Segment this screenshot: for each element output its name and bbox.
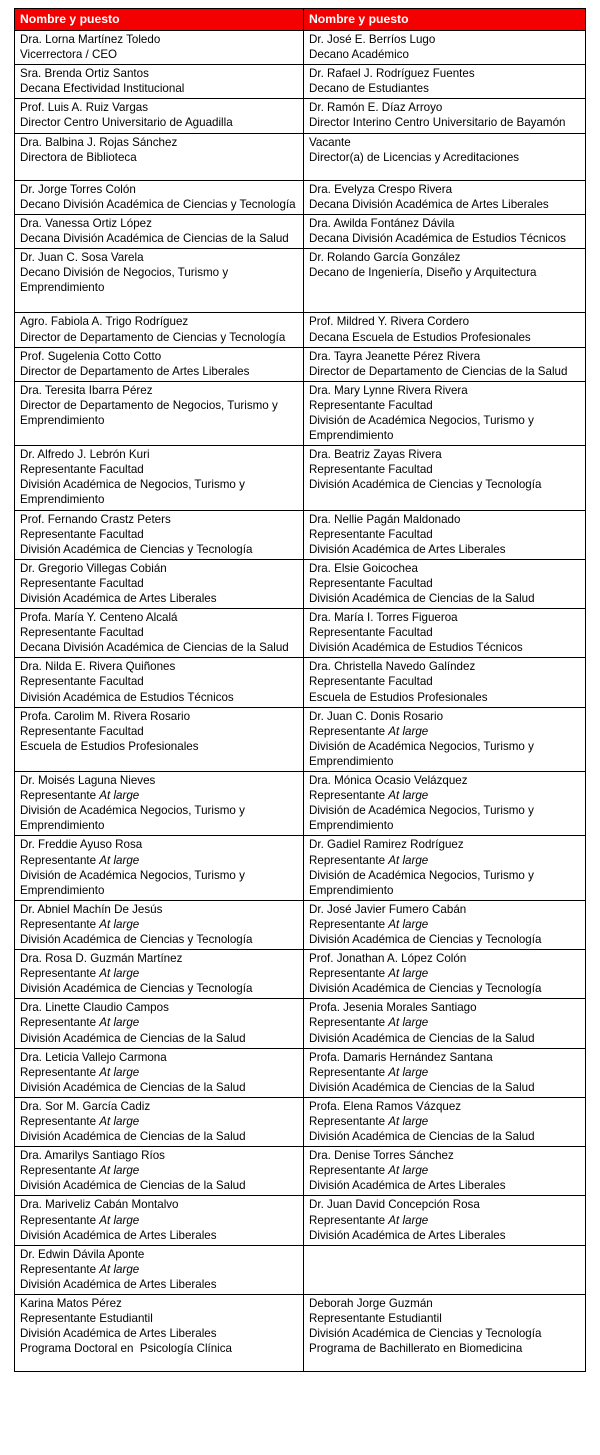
roster-cell-right — [304, 446, 586, 510]
roster-cell-right — [304, 133, 586, 180]
person-affiliation: División Académica de Artes Liberales — [309, 1179, 506, 1193]
roster-cell-left — [15, 1048, 304, 1097]
person-role: Representante At large — [20, 917, 140, 931]
person-affiliation: División Académica de Ciencias de la Salud — [309, 592, 535, 605]
person-role: Director de Departamento de Negocios, Turismo y Emprendimiento — [20, 398, 281, 427]
roster-cell-right — [304, 313, 586, 347]
roster-cell-right — [304, 772, 586, 836]
person-role: Representante At large — [309, 1164, 429, 1178]
person-affiliation: División de Académica Negocios, Turismo y Emprendimiento — [309, 413, 538, 443]
roster-cell-left — [15, 1097, 304, 1146]
person-role: Director de Departamento de Artes Liberales — [20, 364, 250, 378]
roster-cell-right — [304, 1097, 586, 1146]
table-row — [15, 133, 586, 180]
table-header-row — [15, 9, 586, 31]
person-affiliation: División Académica de Ciencias de la Salud — [20, 1130, 246, 1144]
roster-cell-right — [304, 249, 586, 313]
person-name: Dra. Sor M. García Cadiz — [20, 1099, 151, 1113]
person-name: Dr. Freddie Ayuso Rosa — [20, 838, 143, 852]
roster-cell-left — [15, 658, 304, 707]
person-role: Representante Facultad — [20, 463, 144, 477]
person-name: Dra. Evelyza Crespo Rivera — [309, 182, 453, 196]
person-affiliation: División Académica de Ciencias de la Salud — [20, 1080, 246, 1094]
person-role: Representante At large — [20, 853, 140, 867]
table-row — [15, 950, 586, 999]
roster-cell-left — [15, 347, 304, 381]
roster-cell-right — [304, 559, 586, 608]
person-name: Dr. Gregorio Villegas Cobián — [20, 561, 167, 575]
table-row — [15, 65, 586, 99]
table-row — [15, 658, 586, 707]
person-role: Representante At large — [309, 724, 429, 738]
person-role: Representante At large — [309, 917, 429, 931]
person-name: Dra. Nilda E. Rivera Quiñones — [20, 660, 176, 674]
person-name: Vacante — [309, 135, 351, 149]
table-row — [15, 347, 586, 381]
person-role: Representante Facultad — [309, 576, 433, 590]
person-name: Dr. José Javier Fumero Cabán — [309, 902, 467, 916]
column-header-right: Nombre y puesto — [304, 9, 586, 31]
person-role: Decano División de Negocios, Turismo y Emprendimiento — [20, 266, 232, 295]
person-name: Dra. Denise Torres Sánchez — [309, 1149, 454, 1163]
roster-table — [14, 8, 586, 1372]
roster-cell-left — [15, 707, 304, 771]
person-name: Dra. Mariveliz Cabán Montalvo — [20, 1198, 179, 1212]
person-role: Representante At large — [20, 1016, 140, 1030]
person-role: Representante At large — [20, 1164, 140, 1178]
person-role: Representante At large — [309, 1016, 429, 1030]
person-affiliation: División Académica de Artes Liberales — [20, 1327, 217, 1341]
person-affiliation: División Académica de Ciencias de la Salud — [20, 1179, 246, 1193]
person-affiliation: División Académica de Artes Liberales — [309, 542, 506, 556]
person-name: Profa. Elena Ramos Vázquez — [309, 1099, 462, 1113]
roster-cell-right — [304, 99, 586, 133]
table-header — [15, 9, 586, 31]
person-affiliation: División Académica de Artes Liberales — [20, 1277, 217, 1291]
roster-cell-left — [15, 1245, 304, 1294]
person-role: Representante At large — [309, 1213, 429, 1227]
person-name: Profa. Jesenia Morales Santiago — [309, 1001, 477, 1015]
person-name: Prof. Sugelenia Cotto Cotto — [20, 349, 162, 363]
roster-cell-right — [304, 836, 586, 900]
person-name: Dra. Mary Lynne Rivera Rivera — [309, 383, 468, 397]
table-row — [15, 1097, 586, 1146]
roster-cell-right — [304, 999, 586, 1048]
person-name: Dra. Nellie Pagán Maldonado — [309, 512, 461, 526]
person-role: Representante At large — [20, 1213, 140, 1227]
person-name: Dra. Leticia Vallejo Carmona — [20, 1050, 167, 1064]
roster-cell-right — [304, 31, 586, 65]
table-row — [15, 381, 586, 445]
person-name: Prof. Luis A. Ruiz Vargas — [20, 101, 149, 115]
person-affiliation: División Académica de Ciencias y Tecnología — [309, 982, 542, 996]
roster-cell-left — [15, 249, 304, 313]
person-role: Decana Escuela de Estudios Profesionales — [309, 330, 531, 344]
roster-cell-left — [15, 950, 304, 999]
roster-cell-left — [15, 446, 304, 510]
person-name: Prof. Mildred Y. Rivera Cordero — [309, 315, 470, 329]
person-affiliation: Programa de Bachillerato en Biomedicina — [309, 1342, 523, 1356]
table-body — [15, 31, 586, 1372]
column-header-left: Nombre y puesto — [15, 9, 304, 31]
person-name: Dr. José E. Berríos Lugo — [309, 33, 436, 46]
person-role: Director de Departamento de Ciencias y Tecnología — [20, 330, 286, 344]
roster-cell-left — [15, 900, 304, 949]
table-row — [15, 772, 586, 836]
person-name: Dra. Linette Claudio Campos — [20, 1001, 169, 1015]
roster-cell-left — [15, 999, 304, 1048]
roster-cell-right — [304, 1048, 586, 1097]
roster-cell-right — [304, 1196, 586, 1245]
table-row — [15, 180, 586, 214]
person-affiliation: División Académica de Ciencias de la Salud — [309, 1080, 535, 1094]
person-name: Dra. Christella Navedo Galíndez — [309, 660, 476, 674]
person-name: Dra. Vanessa Ortiz López — [20, 216, 152, 230]
roster-cell-left — [15, 31, 304, 65]
person-role: Representante Facultad — [309, 527, 433, 541]
person-role: Directora de Biblioteca — [20, 150, 137, 164]
person-name: Dra. Tayra Jeanette Pérez Rivera — [309, 349, 481, 363]
person-name: Dr. Juan C. Donis Rosario — [309, 709, 444, 723]
person-affiliation: Escuela de Estudios Profesionales — [20, 739, 199, 753]
table-row — [15, 313, 586, 347]
roster-cell-right — [304, 609, 586, 658]
roster-cell-left — [15, 313, 304, 347]
roster-cell-left — [15, 559, 304, 608]
table-row — [15, 609, 586, 658]
table-row — [15, 214, 586, 248]
person-name: Dr. Abniel Machín De Jesús — [20, 902, 163, 916]
roster-cell-left — [15, 381, 304, 445]
person-role: Decana División Académica de Artes Liberales — [309, 197, 549, 211]
roster-cell-left — [15, 180, 304, 214]
roster-cell-left — [15, 1147, 304, 1196]
person-name: Dra. Lorna Martínez Toledo — [20, 33, 161, 46]
roster-cell-right — [304, 900, 586, 949]
person-role: Representante At large — [20, 1262, 140, 1276]
table-row — [15, 559, 586, 608]
roster-cell-left — [15, 609, 304, 658]
person-role: Director(a) de Licencias y Acreditaciones — [309, 150, 520, 164]
person-name: Profa. Carolim M. Rivera Rosario — [20, 709, 191, 723]
person-role: Representante Facultad — [20, 527, 144, 541]
person-name: Sra. Brenda Ortiz Santos — [20, 67, 149, 81]
person-affiliation: División Académica de Ciencias de la Salud — [309, 1031, 535, 1045]
person-name: Dr. Ramón E. Díaz Arroyo — [309, 101, 443, 115]
roster-cell-right — [304, 214, 586, 248]
roster-cell-left — [15, 99, 304, 133]
person-name: Dr. Alfredo J. Lebrón Kuri — [20, 448, 150, 462]
roster-cell-right — [304, 1245, 586, 1294]
person-name: Dr. Edwin Dávila Aponte — [20, 1247, 145, 1261]
table-row — [15, 1147, 586, 1196]
table-row — [15, 999, 586, 1048]
person-role: Vicerrectora / CEO — [20, 48, 118, 62]
person-name: Dra. Teresita Ibarra Pérez — [20, 383, 153, 397]
person-role: Representante Facultad — [20, 626, 144, 640]
person-role: Representante Facultad — [309, 626, 433, 640]
person-role: Decano División Académica de Ciencias y Tecnología — [20, 197, 296, 211]
person-name: Prof. Fernando Crastz Peters — [20, 512, 171, 526]
table-row — [15, 31, 586, 65]
person-name: Dra. Elsie Goicochea — [309, 561, 418, 575]
person-name: Dra. Beatriz Zayas Rivera — [309, 448, 442, 462]
person-affiliation: Decana División Académica de Ciencias de la Salud — [20, 641, 289, 655]
roster-cell-right — [304, 180, 586, 214]
roster-cell-left — [15, 65, 304, 99]
person-affiliation: División de Académica Negocios, Turismo y Emprendimiento — [309, 804, 538, 833]
person-affiliation: Programa Doctoral en Psicología Clínica — [20, 1342, 233, 1356]
person-name: Dra. Rosa D. Guzmán Martínez — [20, 952, 183, 966]
table-row — [15, 1048, 586, 1097]
person-name: Dra. María I. Torres Figueroa — [309, 611, 458, 625]
person-name: Dr. Juan David Concepción Rosa — [309, 1198, 480, 1212]
roster-cell-right — [304, 658, 586, 707]
person-affiliation: División de Académica Negocios, Turismo y Emprendimiento — [20, 868, 249, 897]
roster-cell-left — [15, 510, 304, 559]
person-name: Dra. Balbina J. Rojas Sánchez — [20, 135, 178, 149]
person-role: Representante At large — [309, 1065, 429, 1079]
person-affiliation: División Académica de Ciencias y Tecnología — [20, 982, 253, 996]
person-role: Decano de Estudiantes — [309, 82, 429, 96]
person-name: Agro. Fabiola A. Trigo Rodríguez — [20, 315, 189, 329]
person-name: Profa. María Y. Centeno Alcalá — [20, 611, 178, 625]
person-role: Representante At large — [309, 967, 429, 981]
table-row — [15, 900, 586, 949]
person-name: Dr. Jorge Torres Colón — [20, 182, 136, 196]
person-role: Director de Departamento de Ciencias de la Salud — [309, 364, 568, 378]
roster-cell-right — [304, 65, 586, 99]
roster-cell-left — [15, 133, 304, 180]
person-role: Representante Estudiantil — [309, 1312, 442, 1326]
person-role: Representante Facultad — [20, 724, 144, 738]
table-row — [15, 1245, 586, 1294]
person-role: Representante At large — [309, 1115, 429, 1128]
person-role: Director Interino Centro Universitario de Bayamón — [309, 116, 566, 130]
roster-cell-right — [304, 1295, 586, 1372]
table-row — [15, 249, 586, 313]
person-affiliation: División Académica de Estudios Técnicos — [20, 690, 234, 704]
table-row — [15, 1295, 586, 1372]
person-affiliation: División Académica de Estudios Técnicos — [309, 641, 523, 655]
table-row — [15, 99, 586, 133]
person-name: Dra. Awilda Fontánez Dávila — [309, 216, 455, 230]
person-name: Dr. Juan C. Sosa Varela — [20, 251, 144, 265]
person-role: Representante Facultad — [20, 675, 144, 689]
person-role: Representante Facultad — [309, 675, 433, 689]
person-role: Decana División Académica de Ciencias de la Salud — [20, 232, 289, 246]
table-row — [15, 510, 586, 559]
person-role: Representante At large — [309, 789, 429, 803]
person-affiliation: División de Académica Negocios, Turismo y Emprendimiento — [309, 739, 538, 768]
person-name: Dr. Moisés Laguna Nieves — [20, 774, 156, 788]
person-affiliation: División Académica de Ciencias y Tecnología — [20, 932, 253, 946]
person-affiliation: División Académica de Artes Liberales — [20, 1228, 217, 1242]
roster-cell-right — [304, 950, 586, 999]
person-affiliation: División Académica de Ciencias y Tecnología — [309, 478, 542, 492]
person-role: Decano Académico — [309, 48, 409, 62]
roster-cell-right — [304, 510, 586, 559]
table-row — [15, 446, 586, 510]
roster-table-container — [14, 8, 585, 1372]
roster-cell-left — [15, 214, 304, 248]
person-affiliation: División Académica de Ciencias y Tecnología — [20, 542, 253, 556]
person-affiliation: Escuela de Estudios Profesionales — [309, 690, 488, 704]
person-affiliation: División Académica de Ciencias de la Salud — [20, 1031, 246, 1045]
roster-cell-right — [304, 347, 586, 381]
person-role: Director Centro Universitario de Aguadilla — [20, 116, 233, 130]
person-role: Representante Estudiantil — [20, 1312, 153, 1326]
person-role: Representante At large — [309, 853, 429, 867]
person-name: Deborah Jorge Guzmán — [309, 1297, 433, 1311]
roster-cell-left — [15, 836, 304, 900]
roster-cell-right — [304, 1147, 586, 1196]
person-name: Dr. Rolando García González — [309, 251, 461, 265]
person-affiliation: División Académica de Ciencias y Tecnología — [309, 932, 542, 946]
roster-cell-right — [304, 381, 586, 445]
person-role: Decana Efectividad Institucional — [20, 82, 185, 96]
person-affiliation: División Académica de Artes Liberales — [20, 592, 217, 605]
table-row — [15, 1196, 586, 1245]
roster-cell-right — [304, 707, 586, 771]
person-role: Representante Facultad — [309, 398, 433, 412]
person-affiliation: División Académica de Negocios, Turismo y Emprendimiento — [20, 478, 249, 507]
person-role: Representante At large — [20, 1115, 140, 1128]
person-affiliation: División Académica de Ciencias de la Salud — [309, 1130, 535, 1144]
person-role: Decana División Académica de Estudios Técnicos — [309, 232, 566, 246]
table-row — [15, 707, 586, 771]
roster-cell-left — [15, 1196, 304, 1245]
person-name: Dra. Mónica Ocasio Velázquez — [309, 774, 468, 788]
person-name: Profa. Damaris Hernández Santana — [309, 1050, 493, 1064]
person-name: Karina Matos Pérez — [20, 1297, 122, 1311]
person-name: Prof. Jonathan A. López Colón — [309, 952, 467, 966]
roster-cell-left — [15, 772, 304, 836]
table-row — [15, 836, 586, 900]
person-name: Dr. Gadiel Ramirez Rodríguez — [309, 838, 464, 852]
person-name: Dra. Amarilys Santiago Ríos — [20, 1149, 165, 1163]
person-affiliation: División de Académica Negocios, Turismo y Emprendimiento — [309, 868, 538, 897]
person-role: Decano de Ingeniería, Diseño y Arquitectura — [309, 266, 537, 280]
person-role: Representante At large — [20, 789, 140, 803]
person-role: Representante At large — [20, 967, 140, 981]
roster-cell-left — [15, 1295, 304, 1372]
person-role: Representante At large — [20, 1065, 140, 1079]
person-name: Dr. Rafael J. Rodríguez Fuentes — [309, 67, 475, 81]
person-affiliation: División Académica de Artes Liberales — [309, 1228, 506, 1242]
person-affiliation: División Académica de Ciencias y Tecnología — [309, 1327, 542, 1341]
person-role: Representante Facultad — [20, 576, 144, 590]
person-role: Representante Facultad — [309, 463, 433, 477]
person-affiliation: División de Académica Negocios, Turismo y Emprendimiento — [20, 804, 249, 833]
